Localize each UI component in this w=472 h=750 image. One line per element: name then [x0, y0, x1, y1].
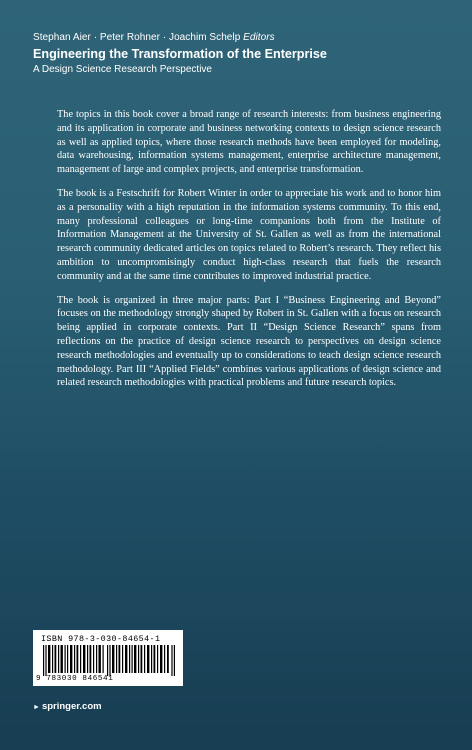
isbn-label: ISBN 978-3-030-84654-1: [41, 634, 161, 644]
publisher-link[interactable]: [33, 701, 102, 712]
editors-role: Editors: [243, 32, 275, 43]
arrow-right-icon: ►: [33, 704, 40, 711]
barcode-digits: 9 783030 846541: [36, 675, 114, 683]
barcode-bars: [43, 645, 175, 676]
editors-header: [33, 32, 453, 75]
book-title: Engineering the Transformation of the Enterprise: [33, 47, 327, 61]
barcode: [33, 630, 183, 686]
editors-line: [33, 32, 453, 43]
blurb-paragraph-3: The book is organized in three major parts: Part I “Business Engineering and Beyond” focuses on the methodology strongly shaped by Robert in St. Gallen with a focus on research being applied in corporate contexts. Part II “Design Science Research” spans from reflections on the practice of design science research to perspectives on design science research methodologies and eventually up to considerations to teach design science research methodology. Part III “Applied Fields” combines various applications of design science and related research methodologies with practical problems and future research topics.: [57, 294, 441, 389]
blurb-paragraph-2: The book is a Festschrift for Robert Winter in order to appreciate his work and to honor him as a personality with a high reputation in the information systems community. To this end, many professional colleagues or long-time companions both from the Institute of Information Management at the University of St. Gallen as well as from the international research community dedicated articles on topics related to Robert’s research. They reflect his ambition to uncompromisingly conduct high-class research that fuels the research community and at the same time contributes to improved industrial practice.: [57, 187, 441, 282]
blurb-paragraph-1: The topics in this book cover a broad range of research interests: from business engineering and its application in corporate and business networking contexts to design science research as well as applied topics, where those research methods have been employed for modeling, data warehousing, information systems management, enterprise architecture management, management of large and complex projects, and enterprise transformation.: [57, 109, 441, 176]
book-subtitle: A Design Science Research Perspective: [33, 64, 212, 75]
publisher-url: springer.com: [41, 701, 102, 712]
editor-names: Stephan Aier · Peter Rohner · Joachim Schelp: [33, 32, 241, 43]
blurb: [57, 108, 441, 400]
